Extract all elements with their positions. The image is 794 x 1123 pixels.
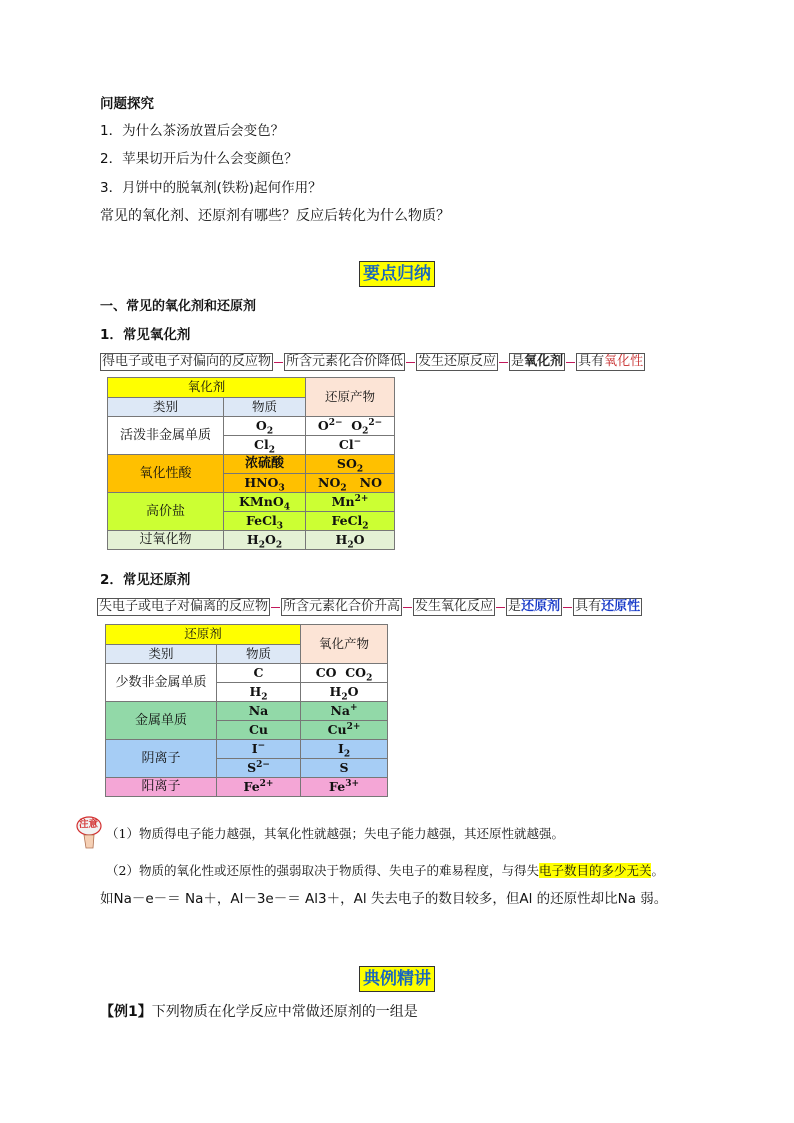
example-1 xyxy=(100,1003,418,1021)
subheading-reductants: 2．常见还原剂 xyxy=(100,572,191,588)
product-cell: $I_2$ xyxy=(301,740,388,759)
product-cell: $Cu^{2+}$ xyxy=(301,721,388,740)
section-title-key-points: 要点归纳 xyxy=(359,261,435,287)
arrow-icon xyxy=(566,362,575,363)
note-2-text: （2）物质的氧化性或还原性的强弱取决于物质得、失电子的难易程度，与得失 xyxy=(106,863,539,878)
category-cell: 过氧化物 xyxy=(108,531,224,550)
substance-cell: FeCl$_3$ xyxy=(224,512,306,531)
category-header: 类别 xyxy=(106,644,217,664)
questions-heading: 问题探究 xyxy=(100,96,154,112)
chain-step: 发生氧化反应 xyxy=(415,599,494,614)
chain-term-reductant: 还原剂 xyxy=(521,599,561,614)
product-cell: $Mn^{2+}$ xyxy=(306,493,395,512)
substance-cell: $S^{2-}$ xyxy=(217,759,301,778)
substance-cell: $O_2$ xyxy=(224,417,306,436)
category-cell: 阳离子 xyxy=(106,778,217,797)
section-title-examples: 典例精讲 xyxy=(359,966,435,992)
oxidant-table xyxy=(107,377,395,550)
product-cell: $NO_2$ NO xyxy=(306,474,395,493)
substance-cell: $H_2$ xyxy=(217,683,301,702)
attention-badge-label: 注意 xyxy=(79,819,99,830)
reductant-concept-chain xyxy=(97,598,642,616)
substance-cell: $H_2O_2$ xyxy=(224,531,306,550)
chain-term-reducing: 还原性 xyxy=(601,599,641,614)
product-cell: $H_2O$ xyxy=(301,683,388,702)
arrow-icon xyxy=(274,362,283,363)
substance-cell: $HNO_3$ xyxy=(224,474,306,493)
category-cell: 高价盐 xyxy=(108,493,224,531)
substance-cell: $Fe^{2+}$ xyxy=(217,778,301,797)
question-3: 3．月饼中的脱氧剂(铁粉)起何作用？ xyxy=(100,180,322,196)
note-1: （1）物质得电子能力越强，其氧化性就越强；失电子能力越强，其还原性就越强。 xyxy=(106,826,564,841)
reductant-table xyxy=(105,624,388,797)
chain-word: 是 xyxy=(511,354,525,369)
substance-cell: C xyxy=(217,664,301,683)
substance-cell: Na xyxy=(217,702,301,721)
chain-step xyxy=(576,353,645,371)
arrow-icon xyxy=(499,362,508,363)
chain-word: 具有 xyxy=(575,599,602,614)
category-cell: 金属单质 xyxy=(106,702,217,740)
chain-word: 是 xyxy=(508,599,522,614)
chain-step xyxy=(506,598,562,616)
chain-step xyxy=(509,353,565,371)
chain-step: 所含元素化合价降低 xyxy=(286,354,404,369)
chain-term-oxidizing: 氧化性 xyxy=(604,354,644,369)
category-cell: 少数非金属单质 xyxy=(106,664,217,702)
chain-step xyxy=(573,598,642,616)
example-label: 【例1】 xyxy=(100,1004,152,1020)
substance-cell: $Cl_2$ xyxy=(224,436,306,455)
substance-cell: I− xyxy=(217,740,301,759)
note-2-highlight: 电子数目的多少无关 xyxy=(538,863,652,878)
product-cell: $SO_2$ xyxy=(306,455,395,474)
reductant-group-header: 还原剂 xyxy=(106,625,301,645)
category-cell: 氧化性酸 xyxy=(108,455,224,493)
chain-step: 发生还原反应 xyxy=(418,354,497,369)
oxidation-product-header: 氧化产物 xyxy=(301,625,388,664)
product-cell: FeCl$_2$ xyxy=(306,512,395,531)
substance-cell: 浓硫酸 xyxy=(224,455,306,474)
question-1: 1．为什么茶汤放置后会变色？ xyxy=(100,123,285,139)
arrow-icon xyxy=(563,607,572,608)
product-cell: Cl− xyxy=(306,436,395,455)
oxidant-group-header: 氧化剂 xyxy=(108,378,306,398)
note-example: 如Na－e－＝ Na＋，Al－3e－＝ Al3＋，Al 失去电子的数目较多，但Al 的还原性却比Na 弱。 xyxy=(100,891,668,907)
note-2 xyxy=(106,862,664,880)
category-header: 类别 xyxy=(108,397,224,417)
chain-step: 得电子或电子对偏向的反应物 xyxy=(102,354,272,369)
reduction-product-header: 还原产物 xyxy=(306,378,395,417)
substance-header: 物质 xyxy=(217,644,301,664)
substance-cell: KMnO$_4$ xyxy=(224,493,306,512)
product-cell: Na+ xyxy=(301,702,388,721)
questions-summary: 常见的氧化剂、还原剂有哪些？反应后转化为什么物质？ xyxy=(100,208,450,224)
arrow-icon xyxy=(496,607,505,608)
product-cell: $Fe^{3+}$ xyxy=(301,778,388,797)
arrow-icon xyxy=(271,607,280,608)
chain-term-oxidant: 氧化剂 xyxy=(524,354,564,369)
section-heading: 一、常见的氧化剂和还原剂 xyxy=(100,299,257,314)
category-cell: 活泼非金属单质 xyxy=(108,417,224,455)
note-2-end: 。 xyxy=(651,863,664,878)
arrow-icon xyxy=(406,362,415,363)
product-cell: S xyxy=(301,759,388,778)
oxidant-concept-chain xyxy=(100,353,645,371)
arrow-icon xyxy=(403,607,412,608)
chain-step: 所含元素化合价升高 xyxy=(283,599,401,614)
substance-cell: Cu xyxy=(217,721,301,740)
product-cell: CO $CO_2$ xyxy=(301,664,388,683)
example-text: 下列物质在化学反应中常做还原剂的一组是 xyxy=(151,1004,418,1020)
chain-word: 具有 xyxy=(578,354,605,369)
category-cell: 阴离子 xyxy=(106,740,217,778)
subheading-oxidants: 1．常见氧化剂 xyxy=(100,327,191,343)
attention-badge-icon xyxy=(76,815,102,851)
substance-header: 物质 xyxy=(224,397,306,417)
product-cell: $O^{2-}$ $O_2^{2-}$ xyxy=(306,417,395,436)
question-2: 2．苹果切开后为什么会变颜色？ xyxy=(100,151,298,167)
product-cell: $H_2O$ xyxy=(306,531,395,550)
chain-step: 失电子或电子对偏离的反应物 xyxy=(99,599,269,614)
